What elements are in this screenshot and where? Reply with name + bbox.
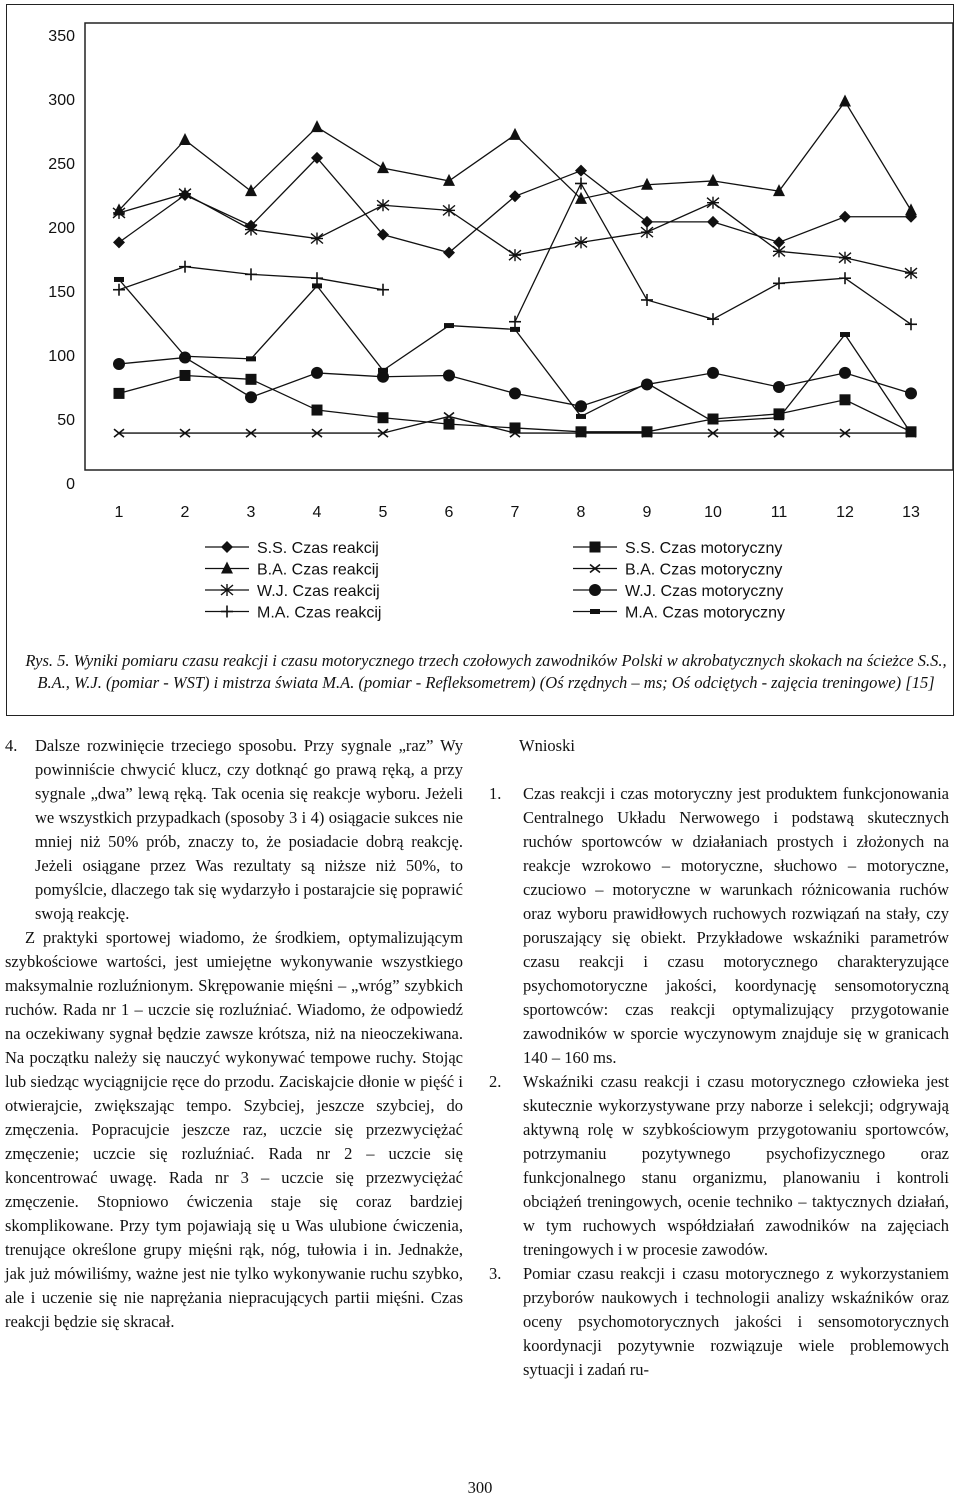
y-tick-label: 300	[48, 92, 75, 109]
data-point	[509, 316, 521, 328]
data-point	[840, 332, 850, 337]
data-point	[575, 236, 587, 248]
x-tick-label: 4	[312, 504, 322, 521]
data-point	[221, 541, 233, 553]
data-point	[575, 177, 587, 189]
data-point	[839, 95, 851, 107]
data-point	[377, 161, 389, 173]
y-tick-label: 350	[48, 28, 75, 45]
series-line	[119, 279, 911, 433]
data-point	[179, 188, 191, 200]
x-tick-label: 5	[378, 504, 388, 521]
data-point	[642, 381, 652, 386]
data-point	[575, 165, 587, 177]
conclusion-number: 3.	[489, 1264, 502, 1283]
data-point	[590, 542, 601, 553]
right-column	[489, 734, 949, 1382]
body-paragraph: Z praktyki sportowej wiadomo, że środkiem, optymalizującym szybkościowe wartości, jest umiejętne wykonywanie wszystkiego maksymalnie rozluźnionym. Skrępowanie mięśni – „wróg” szybkich ruchów. Rada nr 1 – uczcie się rozluźniać. Wiadomo, że odpowiedź na oczekiwany sygnał będzie zawsze krótsza, niż na nieoczekiwana. Na początku należy się nauczyć wykonywać tempowe ruchy. Stojąc lub siedząc wyciągnijcie ręce do przodu. Zaciskajcie dłonie w pięść i otwierajcie, zwiększając tempo. Szybciej, jeszcze szybciej, do zmęczenia. Popracujcie jeszcze raz, uczcie się przezwyciężać zmęczenie; uczcie się rozluźniać. Rada nr 2 – uczcie się koncentrować uwagę. Rada nr 3 – uczcie się przezwyciężać zmęczenie. Stopniowo ćwiczenia staje się coraz bardziej skomplikowane. Przy tym pojawiają się u Was ulubione ćwiczenia, trenujące określone grupy mięśni rąk, nóg, tułowia i in. Jednakże, jak już mówiliśmy, ważne jest nie tylko wykonywanie ruchu szybko, ale i uczenie się nie naprężania niepracujących partii mięśni. Czas reakcji będzie się skracał.	[5, 928, 463, 1331]
legend-item	[573, 605, 785, 622]
data-point	[708, 419, 718, 424]
data-point	[114, 277, 124, 282]
legend-label: B.A. Czas reakcij	[257, 561, 379, 579]
legend-item	[573, 540, 782, 557]
series-line	[119, 158, 911, 253]
legend-item	[205, 605, 381, 622]
conclusion-number: 1.	[489, 784, 502, 803]
data-point	[245, 268, 257, 280]
data-point	[905, 203, 917, 215]
conclusion-item	[489, 782, 949, 1070]
data-point	[840, 394, 851, 405]
data-point	[221, 606, 233, 618]
data-point	[312, 283, 322, 288]
figure-caption: Rys. 5. Wyniki pomiaru czasu reakcji i czasu motorycznego trzech czołowych zawodników Polski w akrobatycznych skokach na ścieżce S.S., B.A., W.J. (pomiar - WST) i mistrza świata M.A. (pomiar - Refleksometrem) (Oś rzędnych – ms; Oś odciętych - zajęcia treningowe) [15]	[25, 651, 947, 692]
x-tick-label: 6	[444, 504, 454, 521]
x-tick-label: 3	[246, 504, 256, 521]
data-point	[444, 323, 454, 328]
data-point	[311, 233, 323, 245]
data-point	[179, 133, 191, 145]
data-point	[221, 562, 233, 574]
legend-label: W.J. Czas reakcij	[257, 583, 380, 600]
data-point	[312, 405, 323, 416]
data-point	[905, 318, 917, 330]
data-point	[246, 374, 257, 385]
data-point	[839, 211, 851, 223]
data-point	[113, 358, 125, 370]
page-number: 300	[467, 1478, 493, 1497]
data-point	[905, 387, 917, 399]
line-chart	[7, 5, 953, 645]
data-point	[509, 387, 521, 399]
data-point	[443, 369, 455, 381]
x-tick-label: 8	[576, 504, 586, 521]
x-tick-label: 7	[510, 504, 520, 521]
series	[114, 370, 917, 437]
x-tick-label: 1	[114, 504, 124, 521]
data-point	[905, 267, 917, 279]
series	[114, 277, 916, 436]
data-point	[774, 415, 784, 420]
plot-area	[85, 23, 953, 470]
data-point	[113, 284, 125, 296]
series	[113, 352, 917, 413]
data-point	[589, 584, 601, 596]
y-tick-label: 100	[48, 348, 75, 365]
data-point	[510, 327, 520, 332]
data-point	[906, 431, 916, 436]
x-tick-label: 11	[770, 504, 788, 521]
legend-label: S.S. Czas reakcij	[257, 540, 379, 557]
data-point	[839, 252, 851, 264]
data-point	[378, 412, 389, 423]
item-number: 4.	[5, 736, 18, 755]
legend-item	[205, 562, 379, 579]
conclusion-number: 2.	[489, 1072, 502, 1091]
data-point	[311, 120, 323, 132]
data-point	[773, 245, 785, 257]
data-point	[707, 174, 719, 186]
y-tick-label: 200	[48, 220, 75, 237]
data-point	[707, 216, 719, 228]
data-point	[113, 207, 125, 219]
legend	[205, 540, 785, 622]
data-point	[377, 199, 389, 211]
data-point	[707, 367, 719, 379]
left-column	[5, 734, 463, 1334]
data-point	[509, 249, 521, 261]
data-point	[443, 204, 455, 216]
legend-label: M.A. Czas motoryczny	[625, 604, 786, 622]
data-point	[773, 381, 785, 393]
series-line	[119, 194, 911, 273]
y-tick-labels	[48, 28, 75, 493]
data-point	[180, 354, 190, 359]
x-tick-label: 9	[642, 504, 652, 521]
data-point	[641, 216, 653, 228]
data-point	[641, 294, 653, 306]
conclusion-text: Wskaźniki czasu reakcji i czasu motorycznego człowieka jest skutecznie wykorzystywane przy naborze i selekcji; odgrywają aktywną rolę w szybkościowym przygotowaniu sportowców, potrzymaniu pozytywnego psychofizycznego oraz funkcjonalnego stanu organizmu, planowaniu i kontroli obciążeń treningowych, ocenie techniko – taktycznych działań, w tym ruchowych współdziałań zawodników na zajęciach treningowych i w procesie zawodów.	[523, 1072, 949, 1259]
data-point	[641, 178, 653, 190]
conclusion-item	[489, 1262, 949, 1382]
data-point	[641, 226, 653, 238]
x-tick-label: 2	[180, 504, 190, 521]
data-point	[245, 224, 257, 236]
data-point	[245, 391, 257, 403]
data-point	[839, 272, 851, 284]
legend-item	[573, 562, 782, 579]
data-point	[509, 128, 521, 140]
series-lines	[113, 95, 917, 438]
data-point	[707, 197, 719, 209]
conclusion-item	[489, 1070, 949, 1262]
data-point	[377, 284, 389, 296]
legend-label: B.A. Czas motoryczny	[625, 561, 783, 579]
data-point	[311, 272, 323, 284]
data-point	[180, 370, 191, 381]
figure-frame	[6, 4, 954, 716]
x-tick-labels	[115, 504, 920, 521]
y-tick-label: 150	[48, 284, 75, 301]
legend-item	[205, 540, 379, 557]
data-point	[114, 388, 125, 399]
legend-item	[205, 583, 380, 600]
data-point	[246, 356, 256, 361]
legend-item	[573, 583, 783, 600]
item-text: Dalsze rozwinięcie trzeciego sposobu. Przy sygnale „raz” Wy powinniście chwycić klucz, czy dotknąć go prawą ręką, a przy sygnale „dwa” lewą ręką. Tak ocenia się reakcje wyboru. Jeżeli we wszystkich przypadkach (sposoby 3 i 4) osiągacie sukces nie mniej niż 50% prób, znaczy to, że posiadacie dobrą reakcję. Jeżeli osiągane przez Was rezultaty są niższe niż 50%, to pomyślcie, dlaczego tak się wydarzyło i postarajcie się poprawić swoją reakcję.	[35, 736, 463, 923]
data-point	[179, 261, 191, 273]
y-tick-label: 250	[48, 156, 75, 173]
section-heading: Wnioski	[519, 736, 575, 755]
data-point	[839, 367, 851, 379]
y-tick-label: 50	[57, 412, 75, 429]
data-point	[221, 584, 233, 596]
conclusion-text: Czas reakcji i czas motoryczny jest produktem funkcjonowania Centralnego Układu Nerwowego i podstawą skutecznych ruchów sportowców w działaniach prostych i złożonych na reakcje wzrokowo – motoryczne, słuchowo – motoryczne, czuciowo – motoryczne w warunkach różnicowania ruchów oraz wyboru prawidłowych ruchowych rozwiązań na stały, czy poruszający się obiekt. Przykładowe wskaźniki parametrów czasu reakcji i czasu motorycznego charakteryzujące psychomotoryczne jakości, koordynację sensomotoryczną sportowców: czas reakcji optymalizujący przygotowanie zawodników w sporcie wyczynowym znajduje się w granicach 140 – 160 ms.	[523, 784, 949, 1067]
data-point	[245, 184, 257, 196]
data-point	[707, 313, 719, 325]
x-tick-label: 10	[704, 504, 722, 521]
list-item	[5, 734, 463, 926]
legend-label: M.A. Czas reakcij	[257, 604, 382, 622]
data-point	[113, 236, 125, 248]
legend-label: W.J. Czas motoryczny	[625, 583, 784, 600]
data-point	[378, 368, 388, 373]
conclusion-text: Pomiar czasu reakcji i czasu motorycznego z wykorzystaniem przyborów naukowych i technologii analizy wskaźników oraz oceny psychomotorycznych jakości i sensomotorycznych koordynacji pozytywnie rozwiązuje wiele problemowych sytuacji i zadań ru-	[523, 1264, 949, 1379]
legend-label: S.S. Czas motoryczny	[625, 540, 783, 557]
data-point	[773, 277, 785, 289]
y-tick-label: 0	[66, 476, 75, 493]
data-point	[576, 414, 586, 419]
x-tick-label: 12	[836, 504, 854, 521]
data-point	[311, 367, 323, 379]
data-point	[590, 609, 600, 614]
x-tick-label: 13	[902, 504, 920, 521]
